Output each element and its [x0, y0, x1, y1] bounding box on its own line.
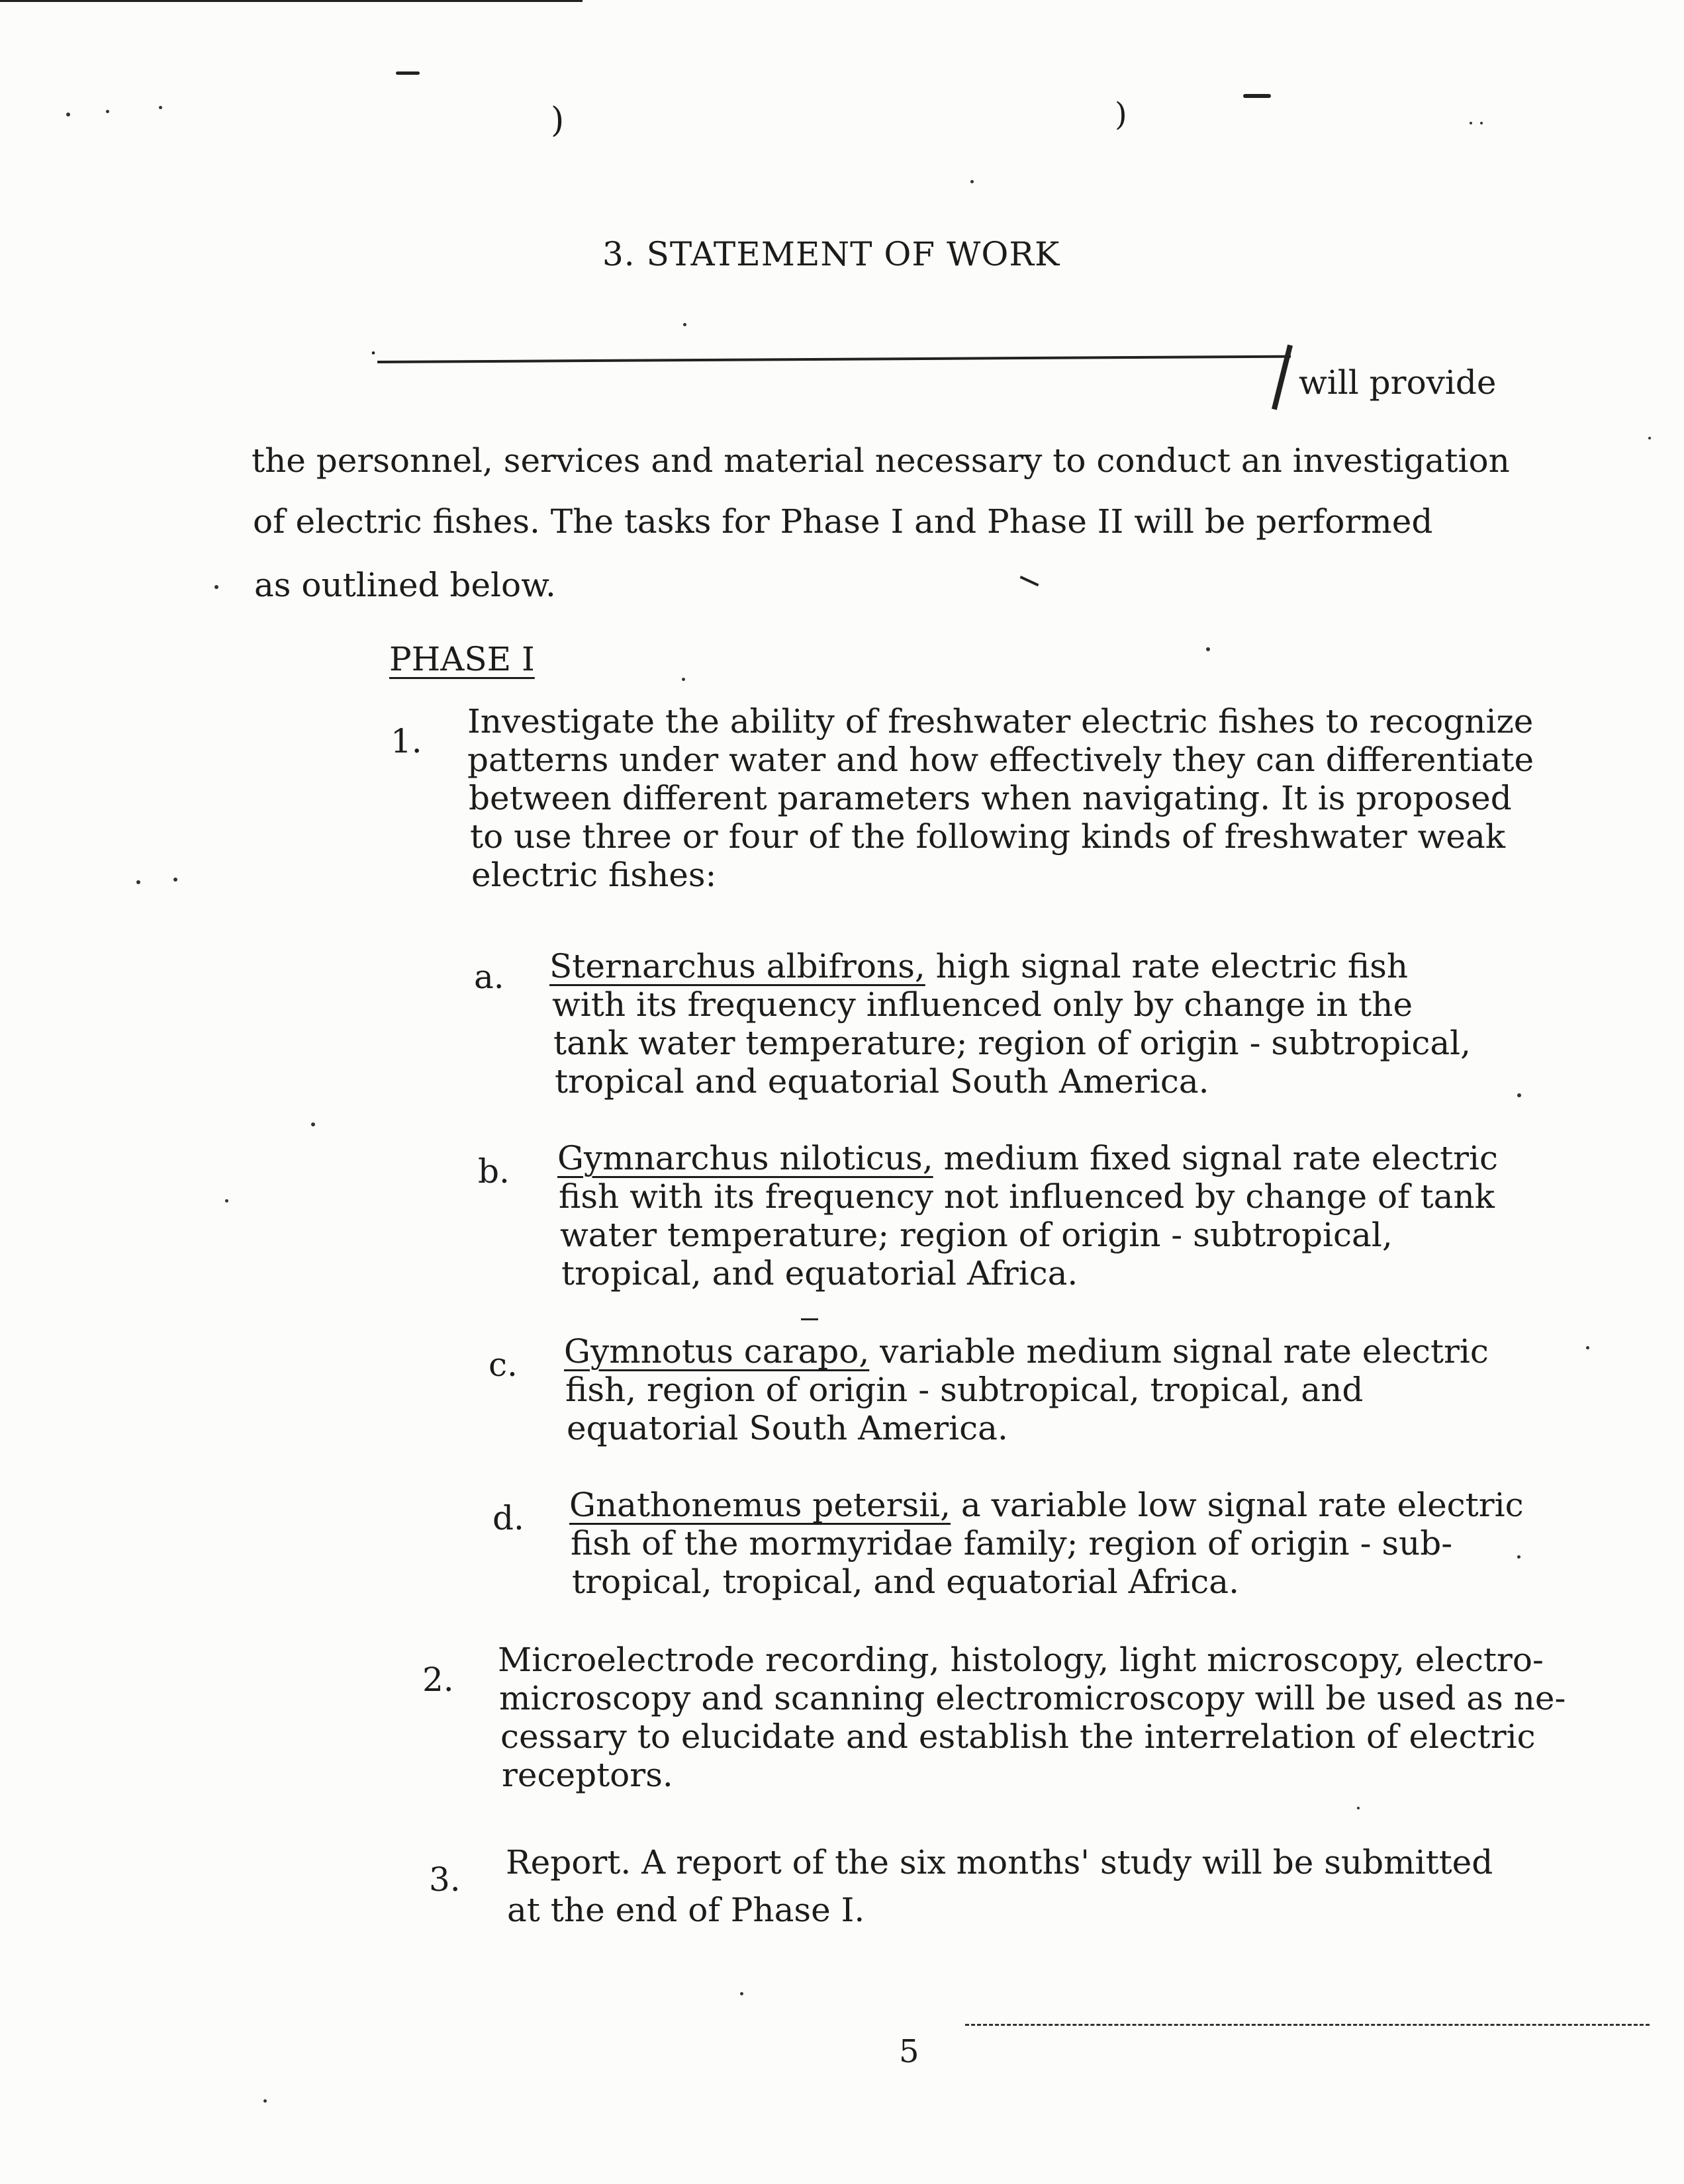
speck [1206, 647, 1210, 651]
speck [263, 2099, 267, 2103]
sub-item-a-line: tropical and equatorial South America. [555, 1062, 1209, 1101]
phase-heading: PHASE I [389, 640, 535, 678]
species-name-sternarchus: Sternarchus albifrons, [549, 947, 925, 985]
sub-item-a-first-rest: high signal rate electric fish [925, 947, 1409, 985]
sub-item-c-first-line [564, 1332, 1489, 1371]
stray-mark: ) [551, 101, 565, 140]
item-1-line: electric fishes: [471, 856, 717, 894]
sub-item-b-first-rest: medium fixed signal rate electric [933, 1139, 1499, 1177]
species-name-gymnotus: Gymnotus carapo, [564, 1332, 870, 1371]
item-2-number: 2. [422, 1661, 454, 1699]
speck [1648, 437, 1651, 439]
sub-item-b-marker: b. [478, 1152, 510, 1191]
redaction-line [377, 355, 1291, 363]
stray-mark [801, 1318, 818, 1320]
intro-line-1-tail: will provide [1299, 363, 1497, 402]
speck [214, 585, 218, 589]
speck [225, 1199, 228, 1203]
species-name-gymnarchus: Gymnarchus niloticus, [557, 1139, 933, 1177]
stray-mark [1020, 576, 1039, 586]
sub-item-a-line: tank water temperature; region of origin - subtropical, [553, 1024, 1472, 1062]
speck [1480, 122, 1483, 124]
item-1-number: 1. [391, 722, 422, 760]
speck [682, 678, 685, 681]
speck [106, 110, 109, 113]
sub-item-b-line: fish with its frequency not influenced by change of tank [559, 1177, 1495, 1216]
item-1-line: patterns under water and how effectively they can differentiate [467, 741, 1534, 779]
speck [1586, 1346, 1589, 1349]
stray-mark: ) [1115, 96, 1127, 133]
item-3-number: 3. [429, 1860, 461, 1899]
speck [740, 1992, 743, 1995]
sub-item-d-marker: d. [492, 1499, 524, 1537]
item-1-line: between different parameters when navigating. It is proposed [469, 779, 1512, 817]
stray-mark [1243, 94, 1271, 98]
sub-item-d-line: tropical, tropical, and equatorial Africa. [572, 1563, 1240, 1601]
redaction-end-stroke [1272, 345, 1293, 410]
speck [173, 878, 177, 882]
sub-item-b-line: tropical, and equatorial Africa. [561, 1254, 1078, 1293]
top-edge-rule [0, 0, 583, 2]
sub-item-c-first-rest: variable medium signal rate electric [869, 1332, 1489, 1371]
item-3-line: Report. A report of the six months' study will be submitted [506, 1843, 1493, 1882]
speck [66, 113, 70, 116]
speck [683, 323, 686, 326]
speck [159, 106, 162, 109]
sub-item-c-marker: c. [489, 1345, 518, 1384]
speck [311, 1122, 315, 1126]
sub-item-a-first-line [549, 946, 1408, 986]
item-1-line: to use three or four of the following kinds of freshwater weak [470, 817, 1506, 856]
item-1-line: Investigate the ability of freshwater electric fishes to recognize [467, 702, 1534, 741]
item-2-line: receptors. [502, 1756, 673, 1794]
speck [1357, 1807, 1360, 1809]
page-number: 5 [899, 2033, 919, 2070]
stray-mark [396, 71, 420, 75]
sub-item-b-first-line [557, 1138, 1498, 1178]
sub-item-b-line: water temperature; region of origin - subtropical, [560, 1216, 1393, 1254]
speck [1470, 122, 1472, 124]
speck [1517, 1093, 1521, 1097]
item-2-line: Microelectrode recording, histology, light microscopy, electro- [498, 1641, 1544, 1679]
bottom-rule [965, 2024, 1650, 2026]
sub-item-a-marker: a. [474, 958, 504, 996]
sub-item-c-line: fish, region of origin - subtropical, tropical, and [565, 1371, 1364, 1409]
species-name-gnathonemus: Gnathonemus petersii, [569, 1486, 951, 1524]
redaction-corner-mark: ˙ [367, 348, 380, 379]
intro-line-3: of electric fishes. The tasks for Phase I and Phase II will be performed [253, 502, 1433, 541]
sub-item-d-first-line [569, 1485, 1524, 1525]
item-2-line: microscopy and scanning electromicroscopy will be used as ne- [499, 1679, 1566, 1717]
intro-line-2: the personnel, services and material necessary to conduct an investigation [252, 441, 1510, 480]
item-2-line: cessary to elucidate and establish the interrelation of electric [500, 1717, 1536, 1756]
speck [970, 180, 974, 183]
sub-item-d-line: fish of the mormyridae family; region of origin - sub- [571, 1524, 1453, 1563]
item-3-line: at the end of Phase I. [507, 1891, 865, 1929]
sub-item-c-line: equatorial South America. [567, 1409, 1008, 1447]
speck [136, 880, 140, 884]
sub-item-a-line: with its frequency influenced only by change in the [552, 985, 1413, 1024]
sub-item-d-first-rest: a variable low signal rate electric [951, 1486, 1524, 1524]
speck [1517, 1555, 1520, 1559]
section-title: 3. STATEMENT OF WORK [602, 235, 1060, 273]
intro-line-4: as outlined below. [254, 566, 556, 604]
